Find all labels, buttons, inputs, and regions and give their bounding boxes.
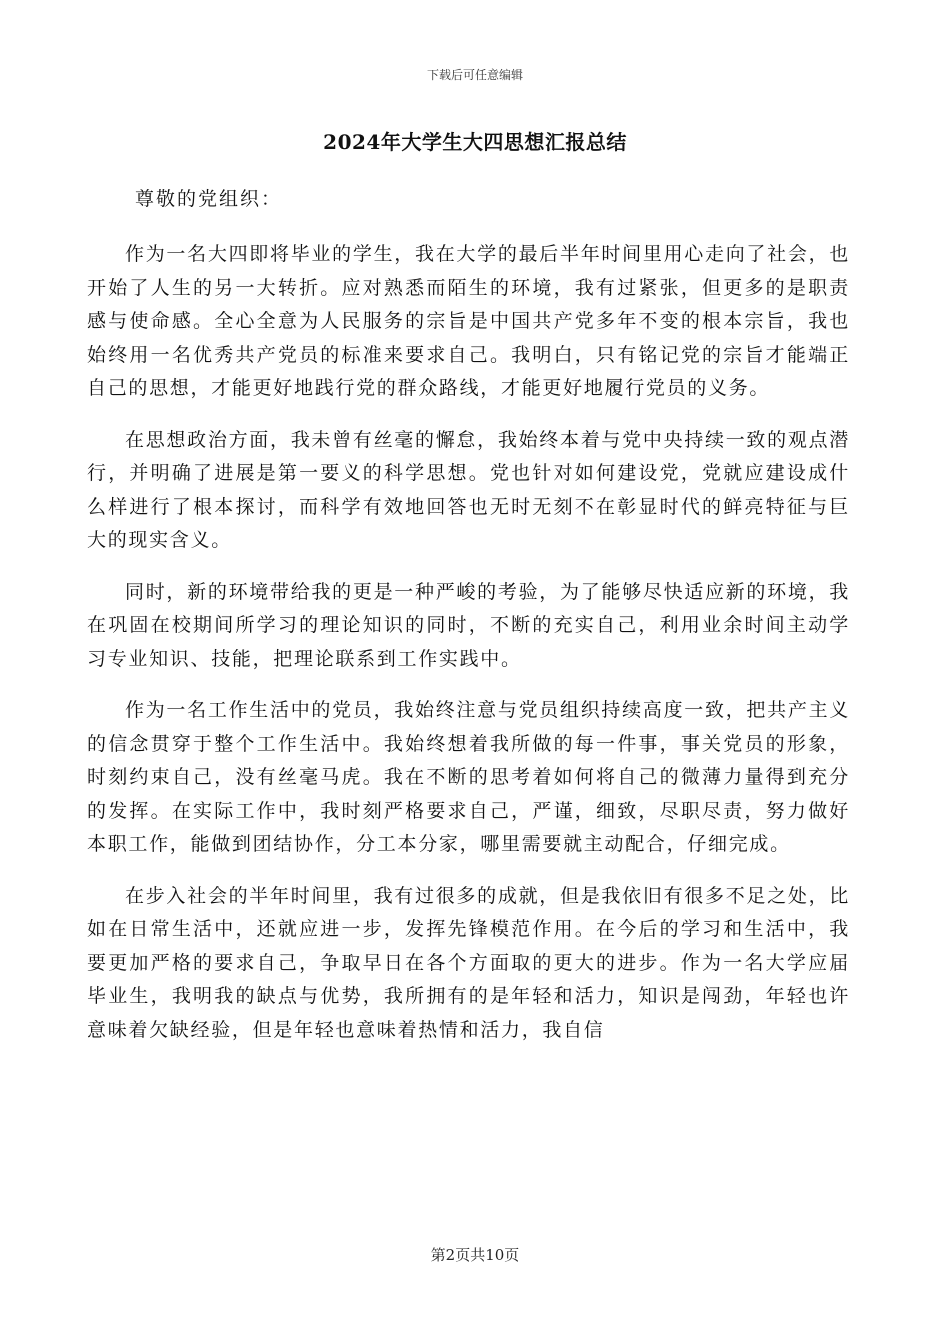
salutation: 尊敬的党组织： — [135, 188, 283, 210]
header-note: 下载后可任意编辑 — [426, 68, 523, 82]
paragraph: 作为一名大四即将毕业的学生，我在大学的最后半年时间里用心走向了社会，也开始了人生的另一大转折。应对熟悉而陌生的环境，我有过紧张，但更多的是职责感与使命感。全心全意为人民服务的宗旨是中国共产党多年不变的根本宗旨，我也始终用一名优秀共产党员的标准来要求自己。我明白，只有铭记党的宗旨才能端正自己的思想，才能更好地践行党的群众路线，才能更好地履行党员的义务。 — [87, 243, 850, 399]
document-body — [87, 238, 850, 1065]
document-title: 2024年大学生大四思想汇报总结 — [323, 130, 627, 154]
paragraph: 作为一名工作生活中的党员，我始终注意与党员组织持续高度一致，把共产主义的信念贯穿于整个工作生活中。我始终想着我所做的每一件事，事关党员的形象，时刻约束自己，没有丝毫马虎。我在不断的思考着如何将自己的微薄力量得到充分的发挥。在实际工作中，我时刻严格要求自己，严谨，细致，尽职尽责，努力做好本职工作，能做到团结协作，分工本分家，哪里需要就主动配合，仔细完成。 — [87, 699, 850, 855]
page-number: 第2页共10页 — [430, 1246, 520, 1264]
paragraph: 在思想政治方面，我未曾有丝毫的懈怠，我始终本着与党中央持续一致的观点潜行，并明确了进展是第一要义的科学思想。党也针对如何建设党，党就应建设成什么样进行了根本探讨，而科学有效地回答也无时无刻不在彰显时代的鲜亮特征与巨大的现实含义。 — [87, 428, 850, 551]
paragraph: 在步入社会的半年时间里，我有过很多的成就，但是我依旧有很多不足之处，比如在日常生活中，还就应进一步，发挥先锋模范作用。在今后的学习和生活中，我要更加严格的要求自己，争取早日在各个方面取的更大的进步。作为一名大学应届毕业生，我明我的缺点与优势，我所拥有的是年轻和活力，知识是闯劲，年轻也许意味着欠缺经验，但是年轻也意味着热情和活力，我自信 — [87, 884, 850, 1041]
paragraph: 同时，新的环境带给我的更是一种严峻的考验，为了能够尽快适应新的环境，我在巩固在校期间所学习的理论知识的同时，不断的充实自己，利用业余时间主动学习专业知识、技能，把理论联系到工作实践中。 — [87, 580, 850, 670]
